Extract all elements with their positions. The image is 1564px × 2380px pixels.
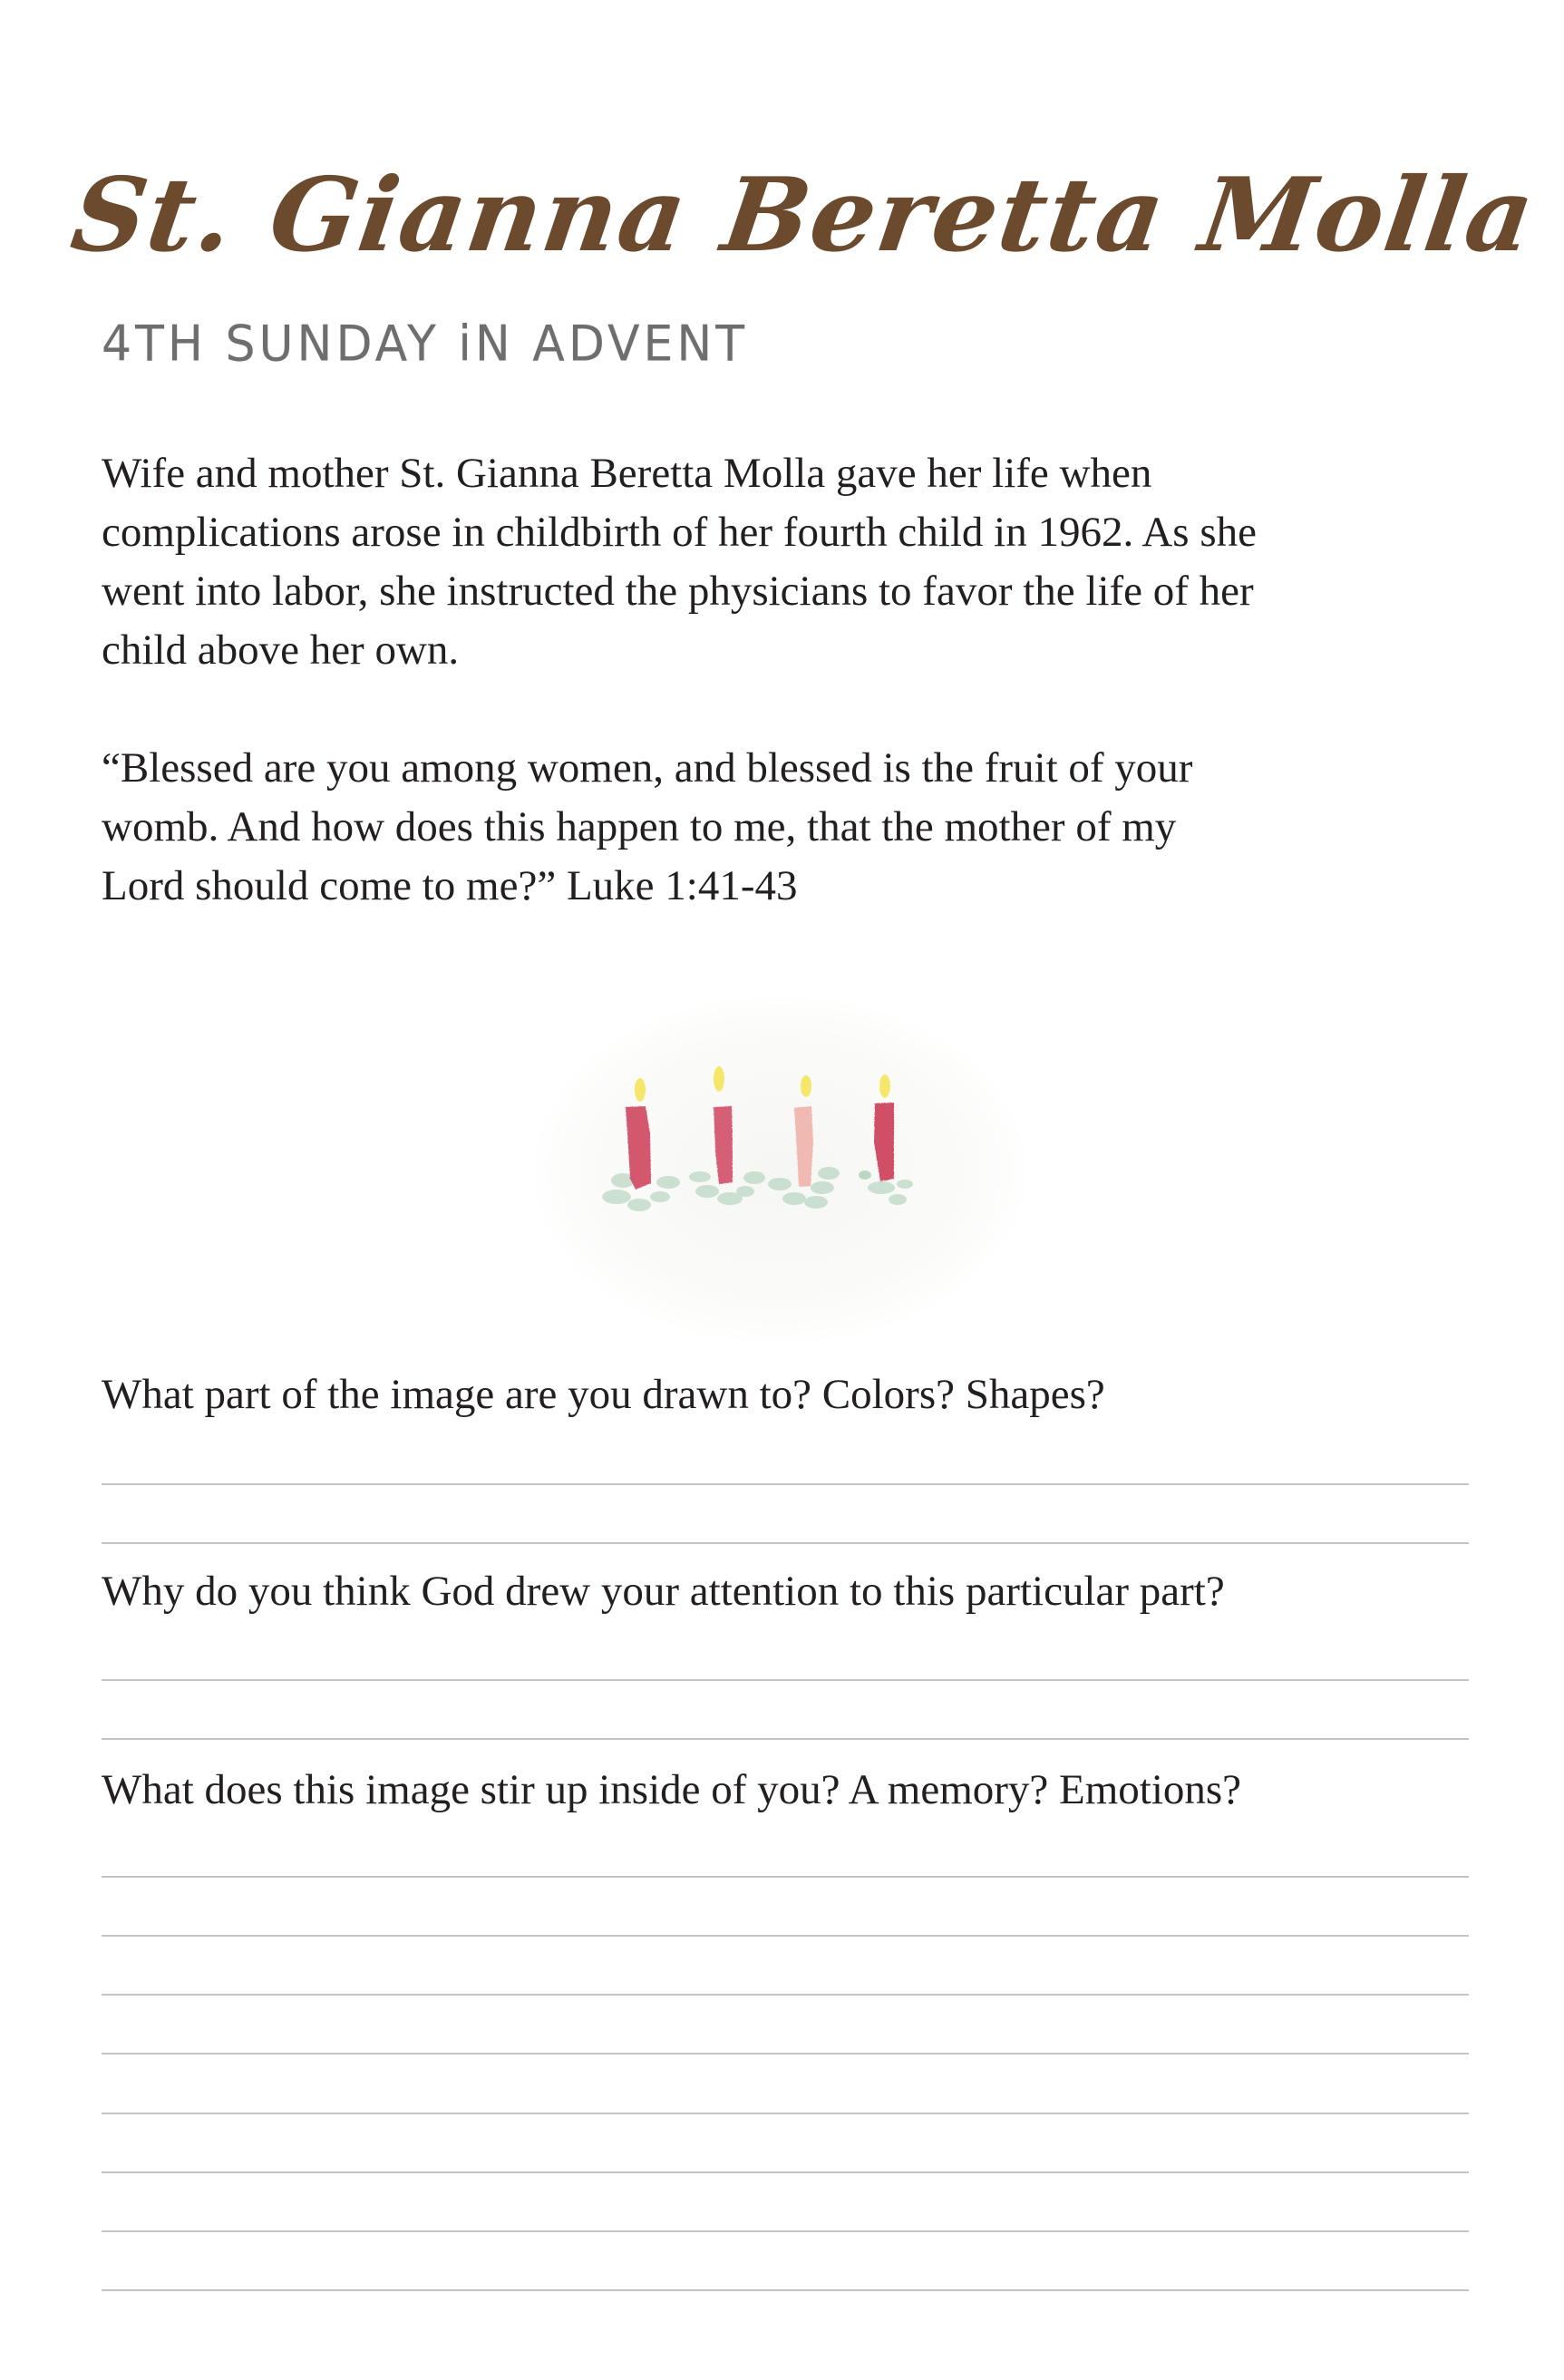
candles-icon [526,997,1034,1342]
reflection-question-3: What does this image stir up inside of you? A memory? Emotions? [102,1766,1242,1813]
answer-line[interactable] [102,1994,1469,1996]
candle-2 [714,1106,733,1184]
page-title: St. Gianna Beretta Molla [64,156,1543,276]
answer-line[interactable] [102,2230,1469,2232]
candle-4 [874,1103,894,1181]
quote-line: “Blessed are you among women, and blessed is the fruit of your [102,744,1193,792]
reflection-question-2: Why do you think God drew your attention to this particular part? [102,1568,1225,1615]
candle-3 [794,1106,813,1187]
answer-line[interactable] [102,2289,1469,2291]
answer-line[interactable] [102,1483,1469,1485]
answer-line[interactable] [102,2113,1469,2114]
section-subtitle: 4TH SUNDAY iN ADVENT [102,316,749,374]
bio-line: complications arose in childbirth of her fourth child in 1962. As she [102,509,1257,556]
reflection-question-1: What part of the image are you drawn to? Colors? Shapes? [102,1371,1105,1418]
answer-line[interactable] [102,2171,1469,2173]
answer-line[interactable] [102,1876,1469,1878]
bio-line: Wife and mother St. Gianna Beretta Molla gave her life when [102,450,1152,497]
biography-paragraph [102,444,1498,680]
bio-line: went into labor, she instructed the physicians to favor the life of her [102,568,1254,615]
answer-line[interactable] [102,1542,1469,1544]
answer-line[interactable] [102,2053,1469,2055]
bio-line: child above her own. [102,627,460,674]
answer-line[interactable] [102,1679,1469,1681]
quote-line: Lord should come to me?” Luke 1:41-43 [102,862,798,909]
scripture-quote [102,739,1498,916]
flame-icon [635,1066,890,1102]
answer-line[interactable] [102,1935,1469,1937]
quote-line: womb. And how does this happen to me, that the mother of my [102,803,1177,850]
advent-candles-illustration [526,997,1034,1342]
answer-line[interactable] [102,1738,1469,1740]
